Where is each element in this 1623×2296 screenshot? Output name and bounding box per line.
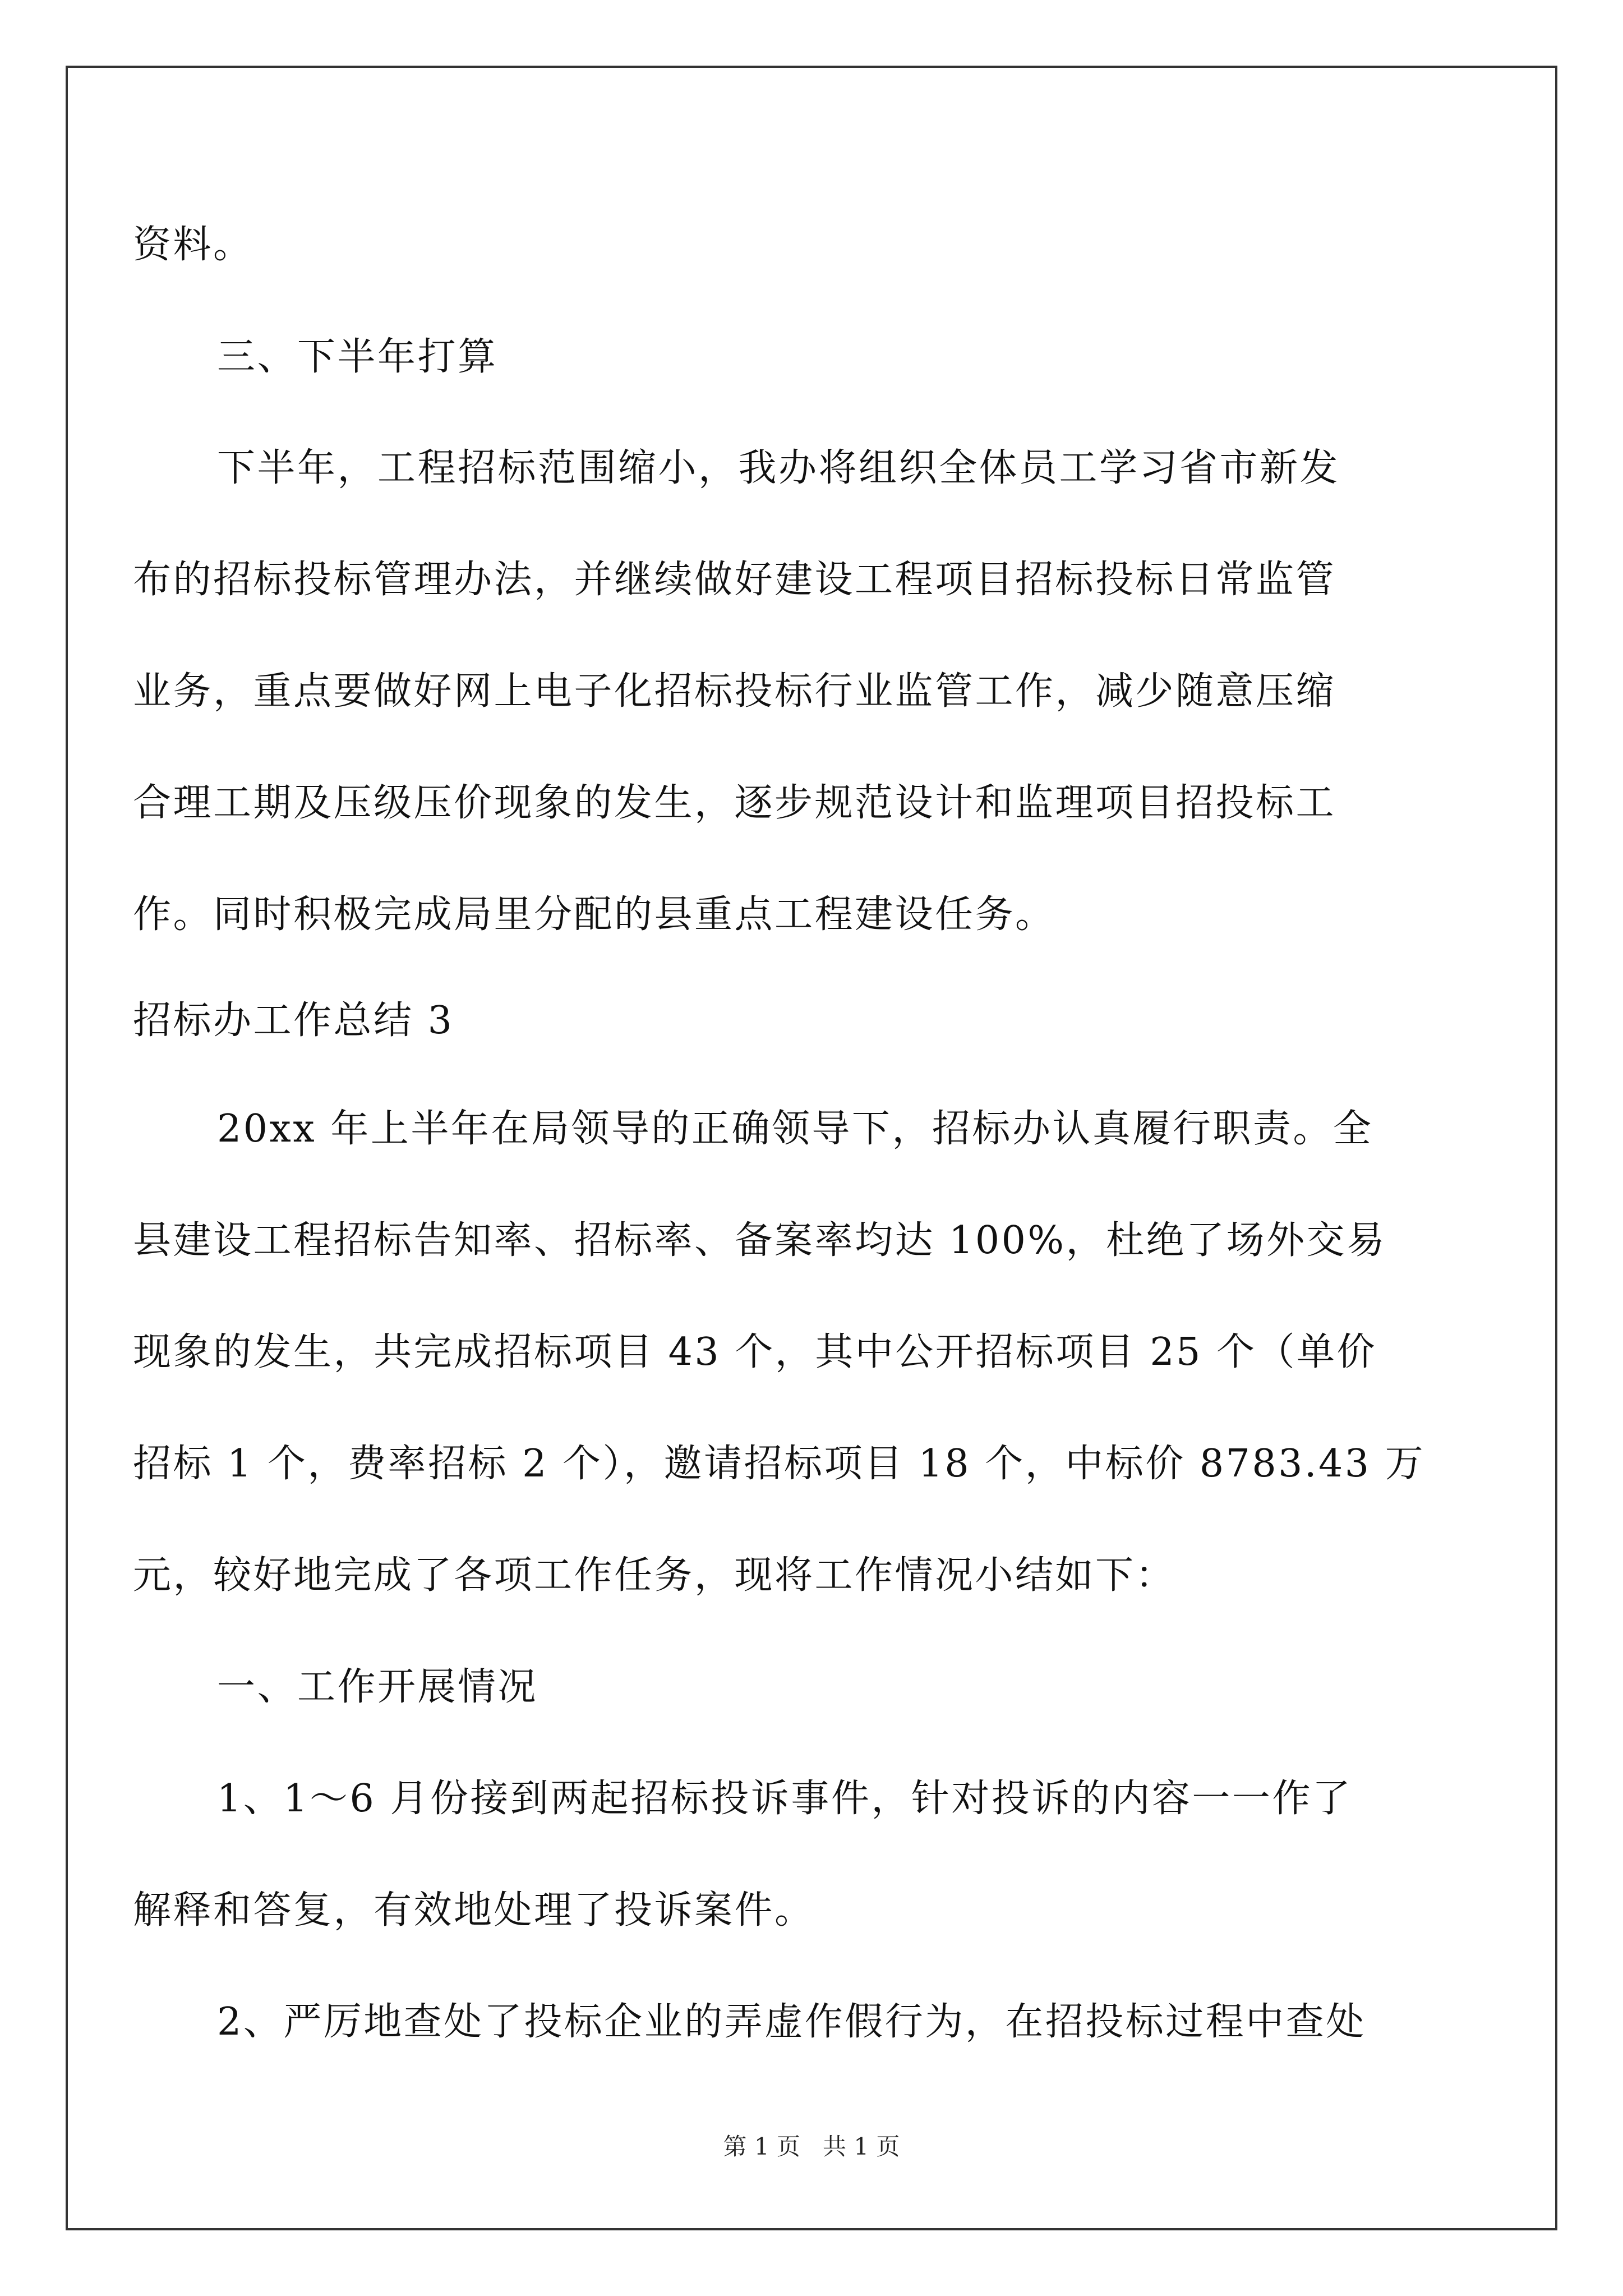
paragraph-line: 下半年，工程招标范围缩小，我办将组织全体员工学习省市新发 <box>217 446 1340 490</box>
paragraph-line: 合理工期及压级压价现象的发生，逐步规范设计和监理项目招投标工 <box>133 781 1336 825</box>
section-heading-plans: 三、下半年打算 <box>217 335 498 379</box>
paragraph-line: 县建设工程招标告知率、招标率、备案率均达 100%，杜绝了场外交易 <box>133 1218 1387 1263</box>
section-heading-work: 一、工作开展情况 <box>217 1665 538 1709</box>
paragraph-line: 作。同时积极完成局里分配的县重点工程建设任务。 <box>133 892 1055 937</box>
paragraph-line: 业务，重点要做好网上电子化招标投标行业监管工作，减少随意压缩 <box>133 669 1336 714</box>
paragraph-line: 元，较好地完成了各项工作任务，现将工作情况小结如下： <box>133 1553 1176 1598</box>
document-title: 招标办工作总结 3 <box>133 999 454 1043</box>
page-footer: 第 1 页 共 1 页 <box>723 2133 900 2160</box>
paragraph-line: 20xx 年上半年在局领导的正确领导下，招标办认真履行职责。全 <box>217 1107 1373 1151</box>
paragraph-line: 招标 1 个，费率招标 2 个），邀请招标项目 18 个，中标价 8783.43 万 <box>133 1442 1426 1486</box>
paragraph-line: 现象的发生，共完成招标项目 43 个，其中公开招标项目 25 个（单价 <box>133 1330 1377 1374</box>
paragraph-line-continuation: 资料。 <box>133 223 253 267</box>
paragraph-line: 1、1～6 月份接到两起招标投诉事件，针对投诉的内容一一作了 <box>217 1777 1353 1821</box>
paragraph-line: 解释和答复，有效地处理了投诉案件。 <box>133 1888 815 1932</box>
paragraph-line: 2、严厉地查处了投标企业的弄虚作假行为，在招投标过程中查处 <box>217 2000 1366 2044</box>
paragraph-line: 布的招标投标管理办法，并继续做好建设工程项目招标投标日常监管 <box>133 558 1336 602</box>
